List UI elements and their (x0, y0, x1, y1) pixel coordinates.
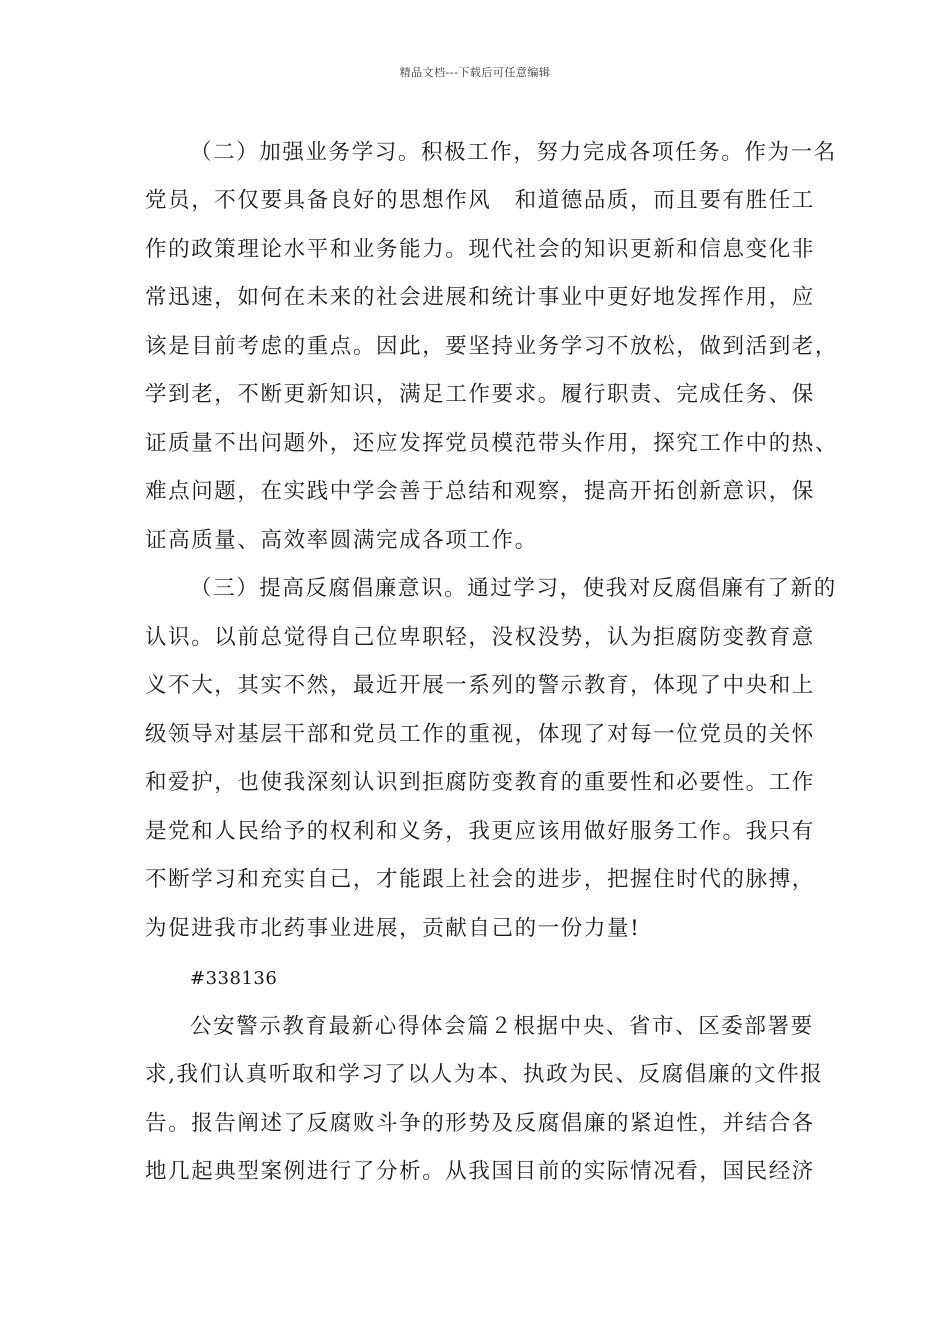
text-line: 学到老，不断更新知识，满足工作要求。履行职责、完成任务、保 (145, 382, 815, 407)
text-line: 地几起典型案例进行了分析。从我国目前的实际情况看，国民经济 (145, 1159, 815, 1184)
text-line: 是党和人民给予的权利和义务，我更应该用做好服务工作。我只有 (145, 819, 815, 844)
text-line: 和爱护，也使我深刻认识到拒腐防变教育的重要性和必要性。工作 (145, 770, 815, 795)
text-line: 义不大，其实不然，最近开展一系列的警示教育，体现了中央和上 (145, 673, 815, 698)
text-line: 证质量不出问题外，还应发挥党员模范带头作用，探究工作中的热、 (145, 431, 839, 456)
text-line: 该是目前考虑的重点。因此，要坚持业务学习不放松，做到活到老， (145, 334, 839, 359)
text-line: 难点问题，在实践中学会善于总结和观察，提高开拓创新意识，保 (145, 479, 815, 504)
text-line: 为促进我市北药事业进展，贡献自己的一份力量! (145, 916, 641, 941)
text-line: 常迅速，如何在未来的社会进展和统计事业中更好地发挥作用，应 (145, 285, 815, 310)
text-line: 不断学习和充实自己，才能跟上社会的进步，把握住时代的脉搏， (145, 867, 815, 892)
text-line: 证高质量、高效率圆满完成各项工作。 (145, 528, 538, 553)
page-header: 精品文档---下载后可任意编辑 (399, 66, 551, 79)
text-line: 公安警示教育最新心得体会篇２根据中央、省市、区委部署要 (190, 1014, 814, 1039)
text-line: 告。报告阐述了反腐败斗争的形势及反腐倡廉的紧迫性，并结合各 (145, 1111, 815, 1136)
text-line: 求,我们认真听取和学习了以人为本、执政为民、反腐倡廉的文件报 (145, 1062, 824, 1087)
text-line: 作的政策理论水平和业务能力。现代社会的知识更新和信息变化非 (145, 237, 815, 262)
text-line: 级领导对基层干部和党员工作的重视，体现了对每一位党员的关怀 (145, 722, 815, 747)
text-line: 认识。以前总觉得自己位卑职轻，没权没势，认为拒腐防变教育意 (145, 625, 815, 650)
text-line: （二）加强业务学习。积极工作，努力完成各项任务。作为一名 (190, 140, 837, 165)
text-line: 党员，不仅要具备良好的思想作风 和道德品质，而且要有胜任工 (145, 188, 815, 213)
text-line: （三）提高反腐倡廉意识。通过学习，使我对反腐倡廉有了新的 (190, 576, 837, 601)
document-id: #338136 (190, 968, 278, 989)
